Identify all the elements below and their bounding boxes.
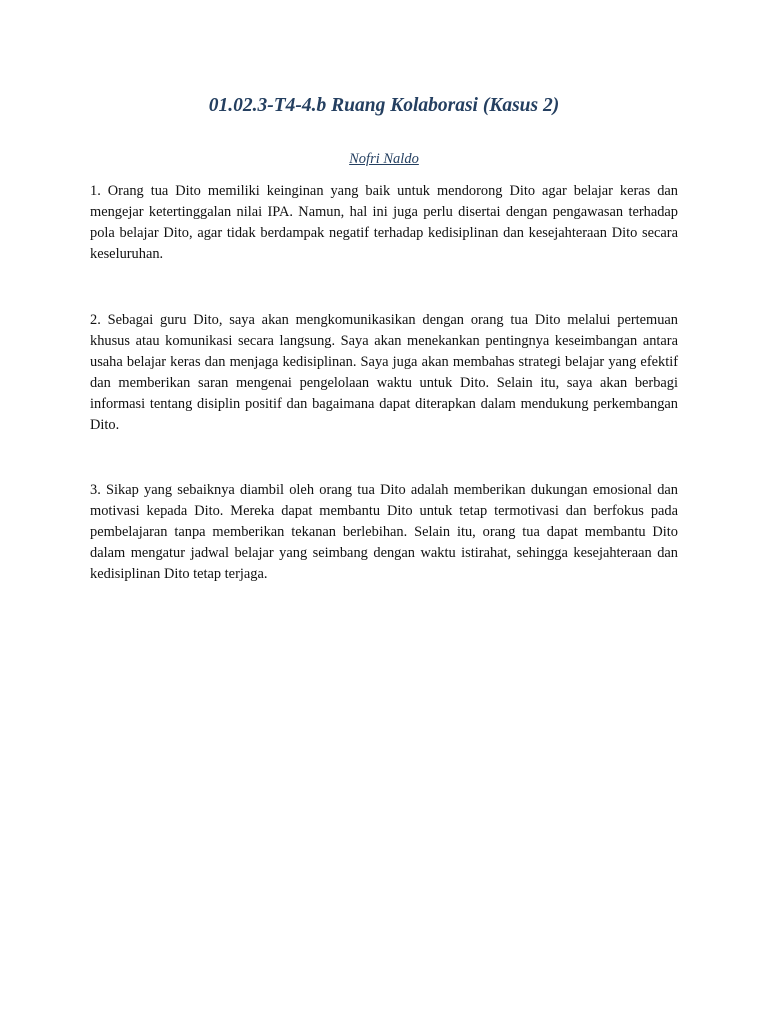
paragraph-1: 1. Orang tua Dito memiliki keinginan yang baik untuk mendorong Dito agar belajar keras dan mengejar ketertinggalan nilai IPA. Namun, hal ini juga perlu disertai dengan pengawasan terhadap pola belajar Dito, agar tidak berdampak negatif terhadap kedisiplinan dan kesejahteraan Dito secara keseluruhan. (90, 183, 678, 262)
document-title: 01.02.3-T4-4.b Ruang Kolaborasi (Kasus 2) (208, 95, 560, 116)
paragraph-2: 2. Sebagai guru Dito, saya akan mengkomunikasikan dengan orang tua Dito melalui pertemuan khusus atau komunikasi secara langsung. Saya akan menekankan pentingnya keseimbangan antara usaha belajar keras dan menjaga kedisiplinan. Saya juga akan membahas strategi belajar yang efektif dan memberikan saran mengenai pengelolaan waktu untuk Dito. Selain itu, saya akan berbagi informasi tentang disiplin positif dan bagaimana dapat diterapkan dalam mendukung perkembangan Dito. (90, 312, 678, 433)
author-name: Nofri Naldo (349, 151, 419, 167)
paragraph-3: 3. Sikap yang sebaiknya diambil oleh orang tua Dito adalah memberikan dukungan emosional dan motivasi kepada Dito. Mereka dapat membantu Dito untuk tetap termotivasi dan berfokus pada pembelajaran tanpa memberikan tekanan berlebihan. Selain itu, orang tua dapat membantu Dito dalam mengatur jadwal belajar yang seimbang dengan waktu istirahat, sehingga kesejahteraan dan kedisiplinan Dito tetap terjaga. (90, 482, 678, 582)
